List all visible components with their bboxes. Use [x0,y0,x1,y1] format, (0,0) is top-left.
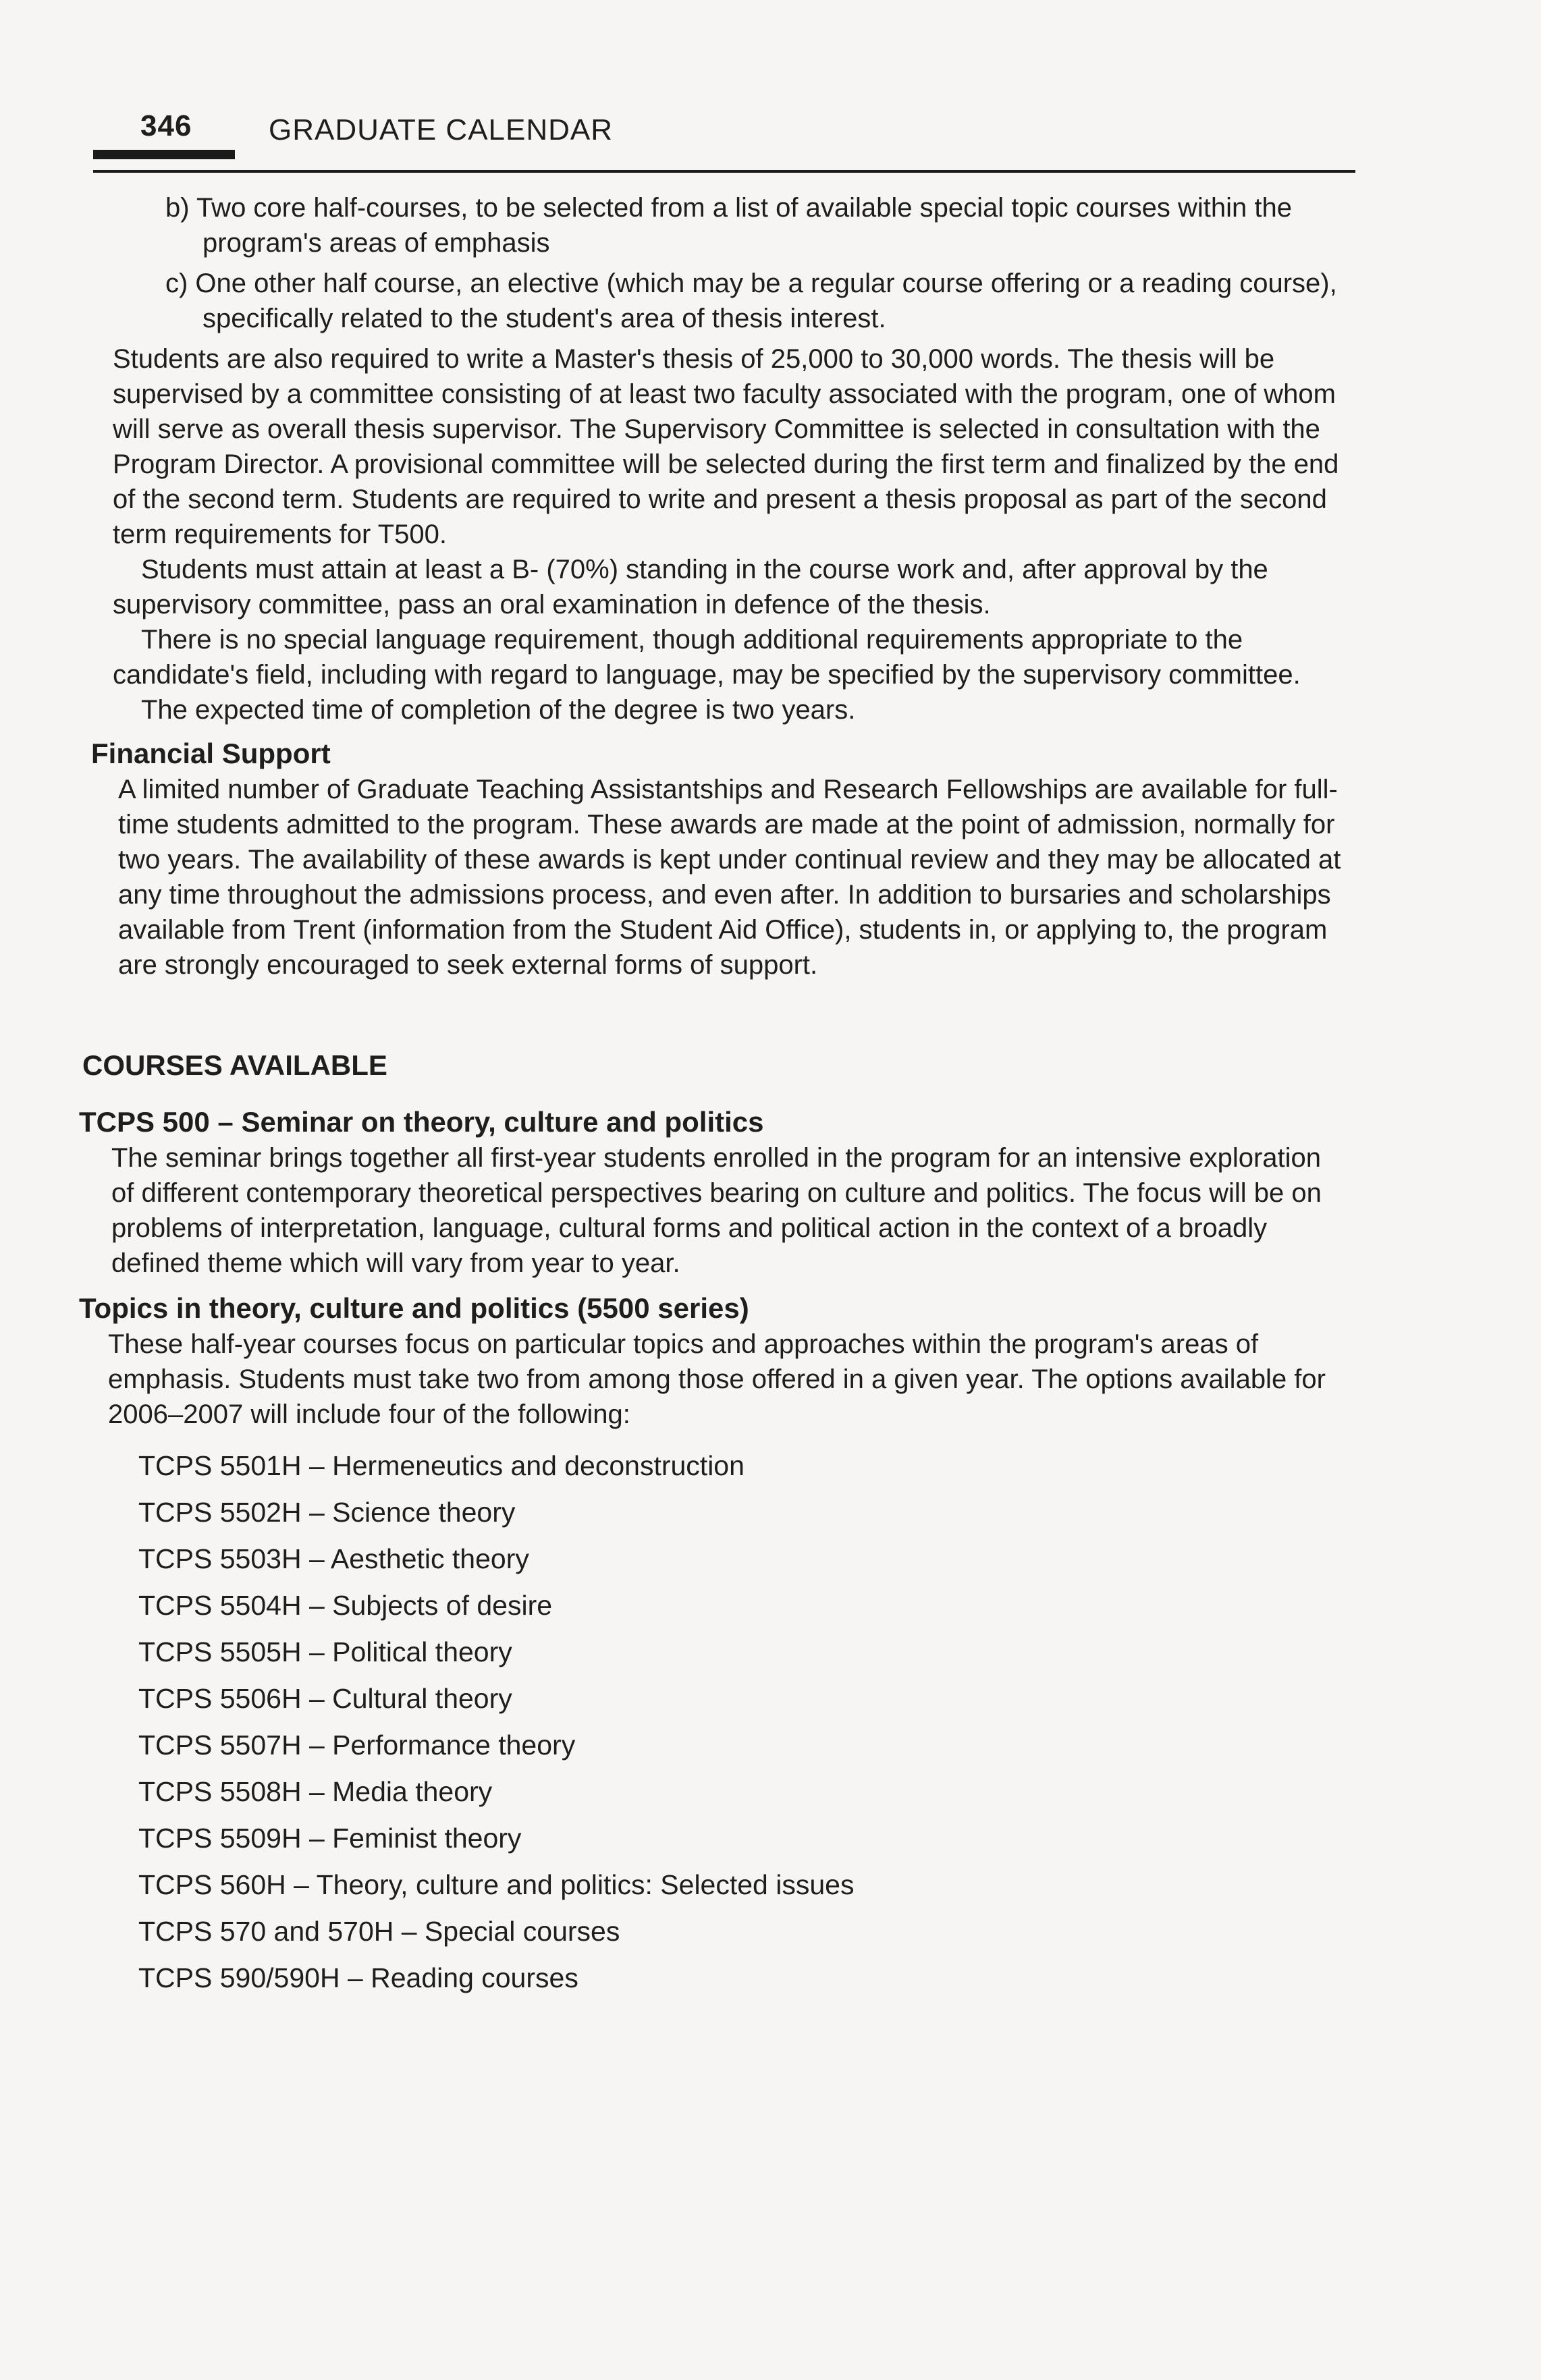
requirement-item-b: b) Two core half-courses, to be selected from a list of available special topic courses within the program's areas of emphasis [165,193,1292,258]
list-item: TCPS 560H – Theory, culture and politics: Selected issues [138,1869,855,1900]
page-header [140,101,1355,175]
list-item: TCPS 5507H – Performance theory [138,1729,576,1761]
requirement-item-c: c) One other half course, an elective (which may be a regular course offering or a reading course), specifically related to the student's area of thesis interest. [165,269,1337,333]
topics-series-title: Topics in theory, culture and politics (5500 series) [79,1292,749,1324]
list-item: TCPS 5508H – Media theory [138,1776,493,1807]
list-item: TCPS 570 and 570H – Special courses [138,1916,620,1947]
list-item: TCPS 5501H – Hermeneutics and deconstruction [138,1450,745,1481]
header-rule-thick [93,150,235,159]
list-item: TCPS 5506H – Cultural theory [138,1683,512,1714]
page-body [79,190,1347,2007]
list-item: TCPS 590/590H – Reading courses [138,1962,578,1993]
topics-series-description: These half-year courses focus on particular topics and approaches within the program's areas of emphasis. Students must take two from among those offered in a given year. The options available for 2006–2007 will include four of the following: [108,1329,1326,1429]
header-rule-thin [93,170,1355,173]
page-number: 346 [140,109,192,142]
list-item: TCPS 5504H – Subjects of desire [138,1590,553,1621]
list-item: TCPS 5505H – Political theory [138,1636,512,1667]
thesis-paragraph: Students are also required to write a Master's thesis of 25,000 to 30,000 words. The thesis will be supervised by a committee consisting of at least two faculty associated with the program, one of whom will serve as overall thesis supervisor. The Supervisory Committee is selected in consultation with the Program Director. A provisional committee will be selected during the first term and finalized by the end of the second term. Students are required to write and present a thesis proposal as part of the second term requirements for T500. [113,344,1339,549]
language-paragraph: There is no special language requirement, though additional requirements appropriate to the candidate's field, including with regard to language, may be specified by the supervisory committee. [113,625,1301,690]
list-item: TCPS 5502H – Science theory [138,1497,516,1528]
financial-support-heading: Financial Support [91,738,331,769]
course-list [138,1448,1347,1995]
tcps-500-description: The seminar brings together all first-year students enrolled in the program for an intensive exploration of different contemporary theoretical perspectives bearing on culture and politics. The focus will be on problems of interpretation, language, cultural forms and political action in the context of a broadly defined theme which will vary from year to year. [111,1143,1322,1278]
list-item: TCPS 5509H – Feminist theory [138,1823,522,1854]
standing-paragraph: Students must attain at least a B- (70%) standing in the course work and, after approval by the supervisory committee, pass an oral examination in defence of the thesis. [113,555,1268,619]
running-title: GRADUATE CALENDAR [269,113,614,146]
list-item: TCPS 5503H – Aesthetic theory [138,1543,529,1574]
financial-support-text: A limited number of Graduate Teaching Assistantships and Research Fellowships are available for full-time students admitted to the program. These awards are made at the point of admission, normally for two years. The availability of these awards is kept under continual review and they may be allocated at any time throughout the admissions process, and even after. In addition to bursaries and scholarships available from Trent (information from the Student Aid Office), students in, or applying to, the program are strongly encouraged to seek external forms of support. [118,775,1341,980]
tcps-500-title: TCPS 500 – Seminar on theory, culture and politics [79,1106,764,1138]
completion-time-paragraph: The expected time of completion of the degree is two years. [141,695,856,725]
courses-available-heading: COURSES AVAILABLE [82,1049,387,1081]
